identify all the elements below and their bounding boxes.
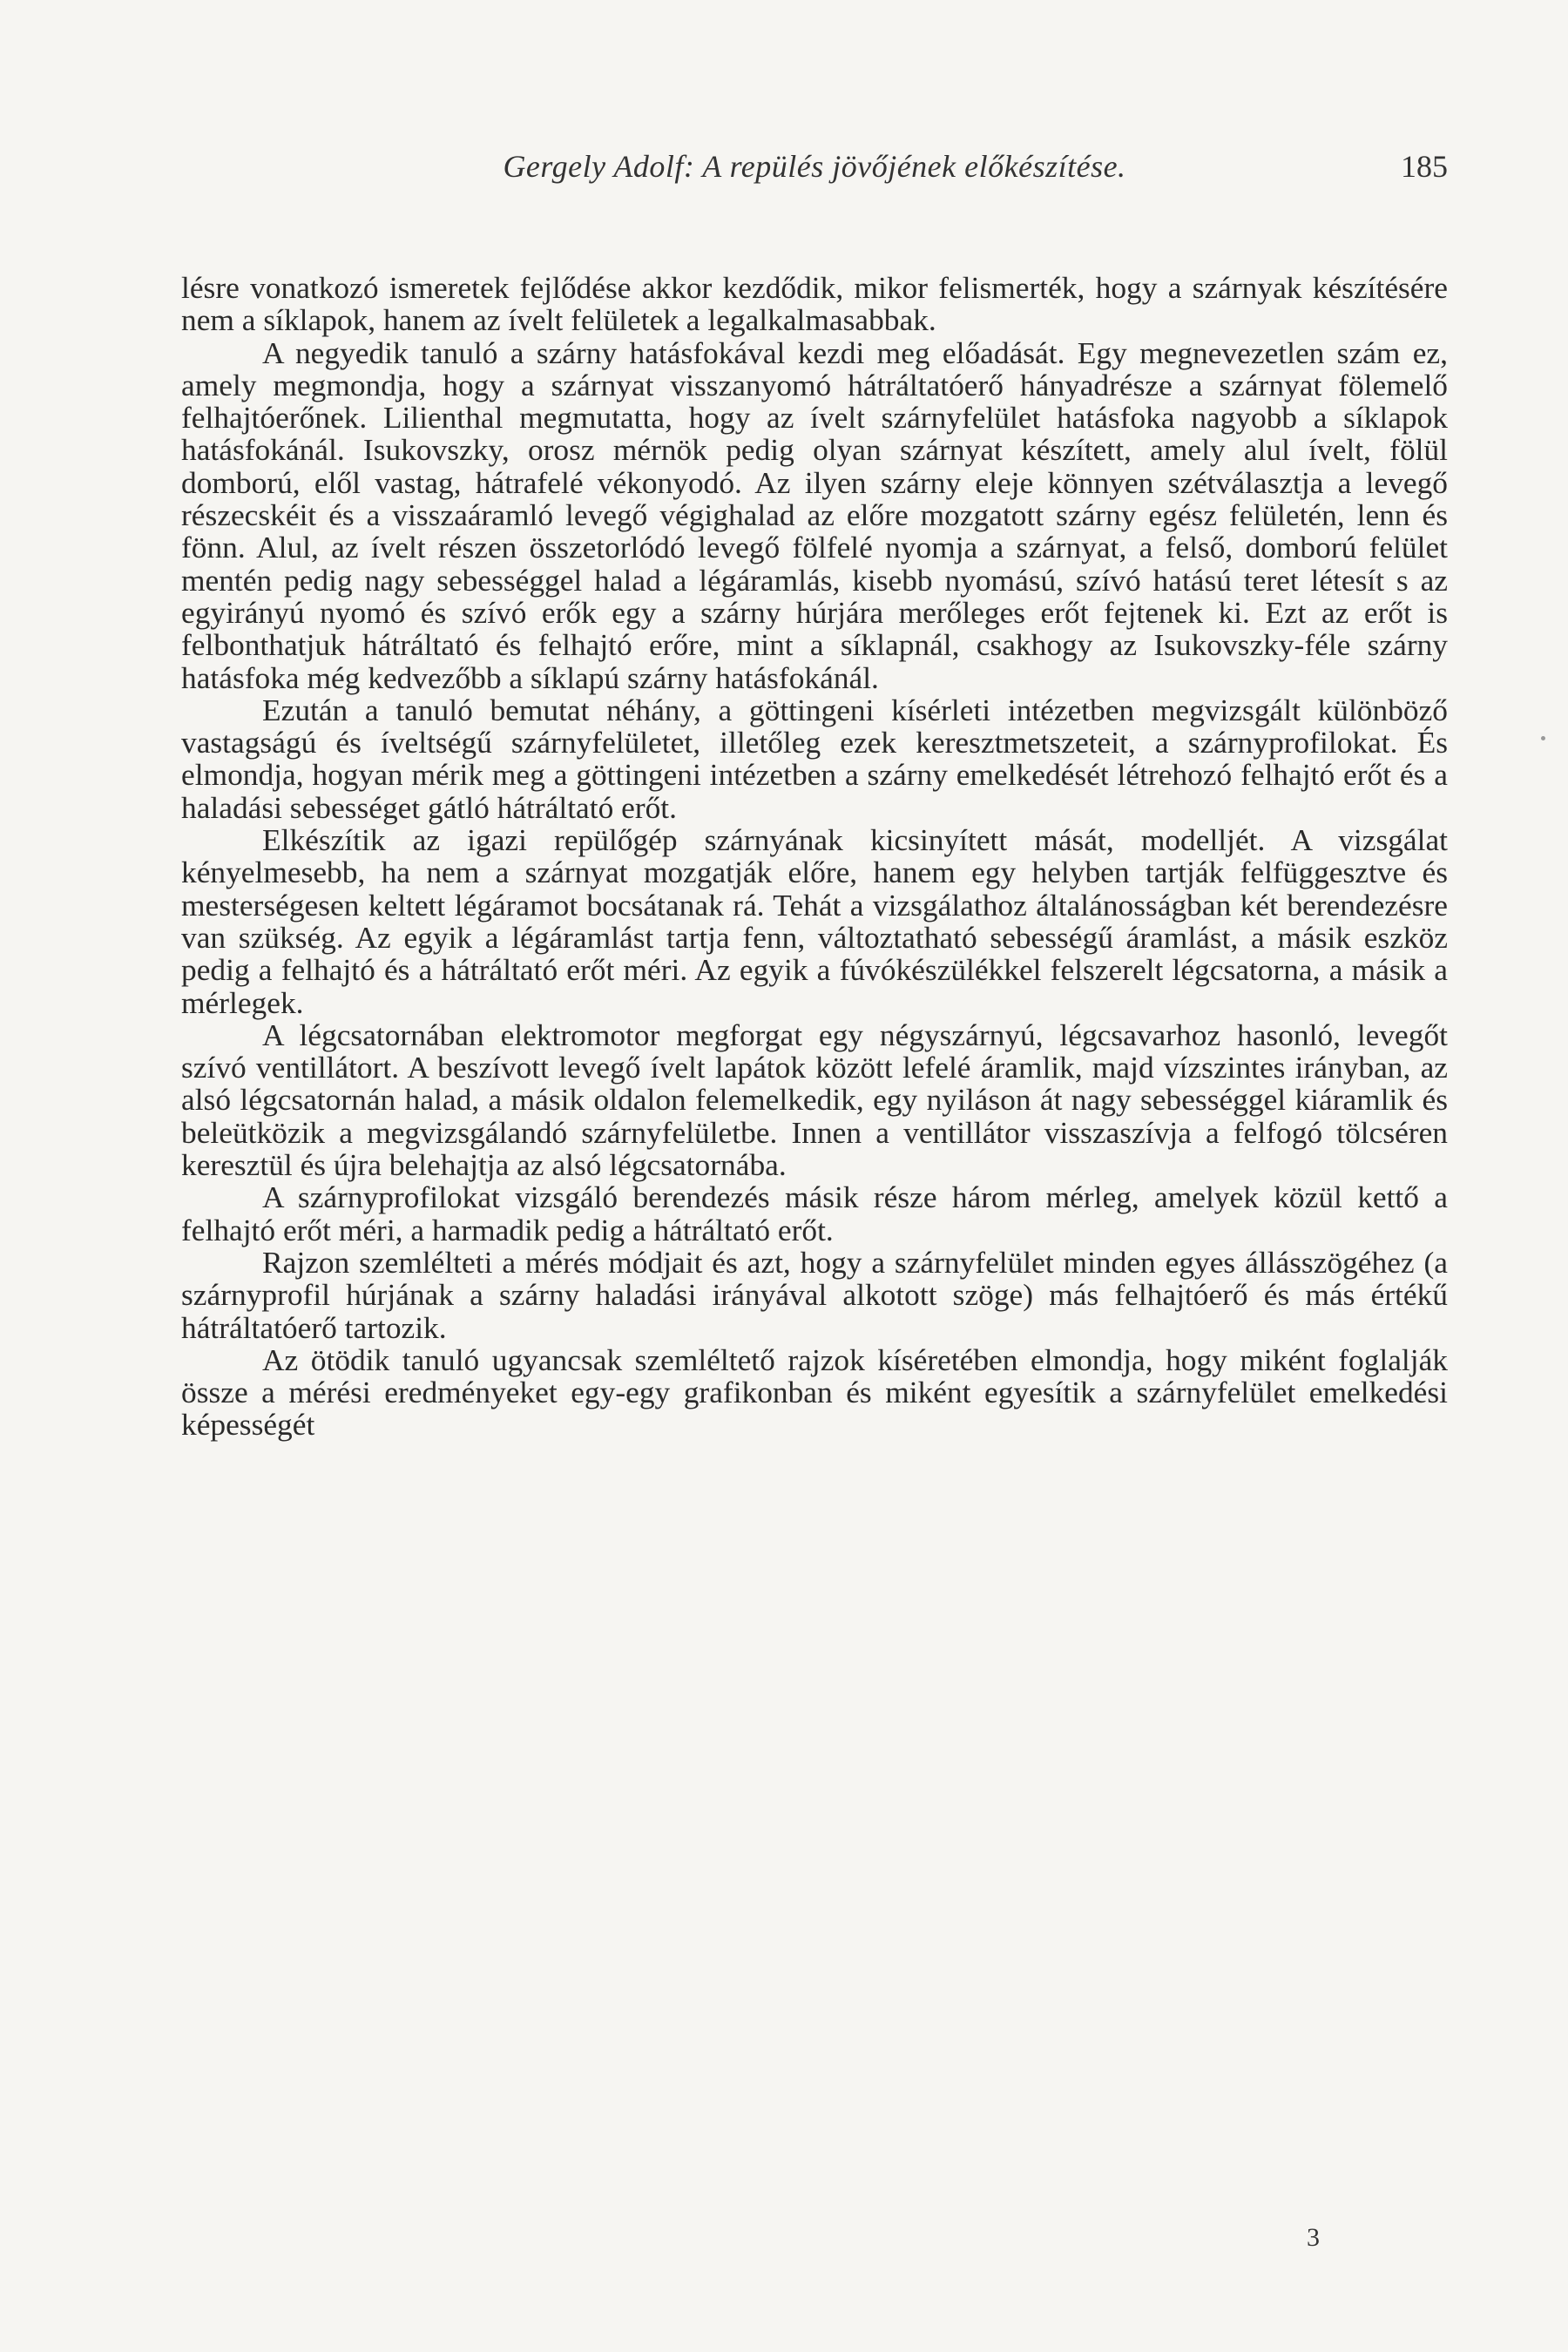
- paragraph: A szárnyprofilokat vizsgáló berendezés másik része három mérleg, amelyek közül kettő a felhajtó erőt méri, a harmadik pedig a hátráltató erőt.: [181, 1179, 1448, 1247]
- paragraph: Rajzon szemlélteti a mérés módjait és azt, hogy a szárnyfelület minden egyes állásszögéhez (a szárnyprofil húrjának a szárny haladási irányával alkotott szöge) más felhajtóerő és más értékű hátráltatóerő tartozik.: [181, 1244, 1448, 1345]
- paragraph: Ezután a tanuló bemutat néhány, a göttingeni kísérleti intézetben megvizsgált különböző vastagságú és íveltségű szárnyfelületet, illetőleg ezek keresztmetszeteit, a szárnyprofilokat. És elmondja, hogyan mérik meg a göttingeni intézetben a szárny emelkedését létrehozó felhajtó erőt és a haladási sebességet gátló hátráltató erőt.: [181, 692, 1448, 825]
- margin-speck: [1541, 736, 1545, 740]
- page-header: [181, 148, 1448, 200]
- body-text: [181, 272, 1448, 1442]
- paragraph: Az ötödik tanuló ugyancsak szemléltető rajzok kíséretében elmondja, hogy miként foglalják össze a mérési eredményeket egy-egy grafikonban és miként egyesítik a szárnyfelület emelkedési képességét: [181, 1342, 1448, 1443]
- paragraph: lésre vonatkozó ismeretek fejlődése akkor kezdődik, mikor felismerték, hogy a szárnyak készítésére nem a síklapok, hanem az ívelt felületek a legalkalmasabbak.: [181, 270, 1448, 338]
- paragraph: A légcsatornában elektromotor megforgat egy négyszárnyú, légcsavarhoz hasonló, levegőt szívó ventillátort. A beszívott levegő ívelt lapátok között lefelé áramlik, majd vízszintes irányban, az alsó légcsatornán halad, a másik oldalon felemelkedik, egy nyiláson át nagy sebességgel kiáramlik és beleütközik a megvizsgálandó szárnyfelületbe. Innen a ventillátor visszaszívja a felfogó tölcséren keresztül és újra belehajtja az alsó légcsatornába.: [181, 1017, 1448, 1183]
- signature-mark: 3: [1307, 2223, 1320, 2252]
- page-number: 185: [1401, 149, 1448, 184]
- paragraph: A negyedik tanuló a szárny hatásfokával kezdi meg előadását. Egy megnevezetlen szám ez, amely megmondja, hogy a szárnyat visszanyomó hátráltatóerő hányadrésze a szárnyat fölemelő felhajtóerőnek. Lilienthal megmutatta, hogy az ívelt szárnyfelület hatásfoka nagyobb a síklapok hatásfokánál. Isukovszky, orosz mérnök pedig olyan szárnyat készített, amely alul ívelt, fölül domború, elől vastag, hátrafelé vékonyodó. Az ilyen szárny eleje könnyen szétválasztja a levegő részecskéit és a visszaáramló levegő végighalad az előre mozgatott szárny egész felületén, lenn és fönn. Alul, az ívelt részen összetorlódó levegő fölfelé nyomja a szárnyat, a felső, domború felület mentén pedig nagy sebességgel halad a légáramlás, kisebb nyomású, szívó hatású teret létesít s az egyirányú nyomó és szívó erők egy a szárny húrjára merőleges erőt fejtenek ki. Ezt az erőt is felbonthatjuk hátráltató és felhajtó erőre, mint a síklapnál, csakhogy az Isukovszky-féle szárny hatásfoka még kedvezőbb a síklapú szárny hatásfokánál.: [181, 335, 1448, 695]
- running-title: Gergely Adolf: A repülés jövőjének előkészítése.: [503, 149, 1126, 184]
- paragraph: Elkészítik az igazi repülőgép szárnyának kicsinyített mását, modelljét. A vizsgálat kényelmesebb, ha nem a szárnyat mozgatják előre, hanem egy helyben tartják felfüggesztve és mesterségesen keltett légáramot bocsátanak rá. Tehát a vizsgálathoz általánosságban két berendezésre van szükség. Az egyik a légáramlást tartja fenn, változtatható sebességű áramlást, a másik eszköz pedig a felhajtó és a hátráltató erőt méri. Az egyik a fúvókészülékkel felszerelt légcsatorna, a másik a mérlegek.: [181, 822, 1448, 1020]
